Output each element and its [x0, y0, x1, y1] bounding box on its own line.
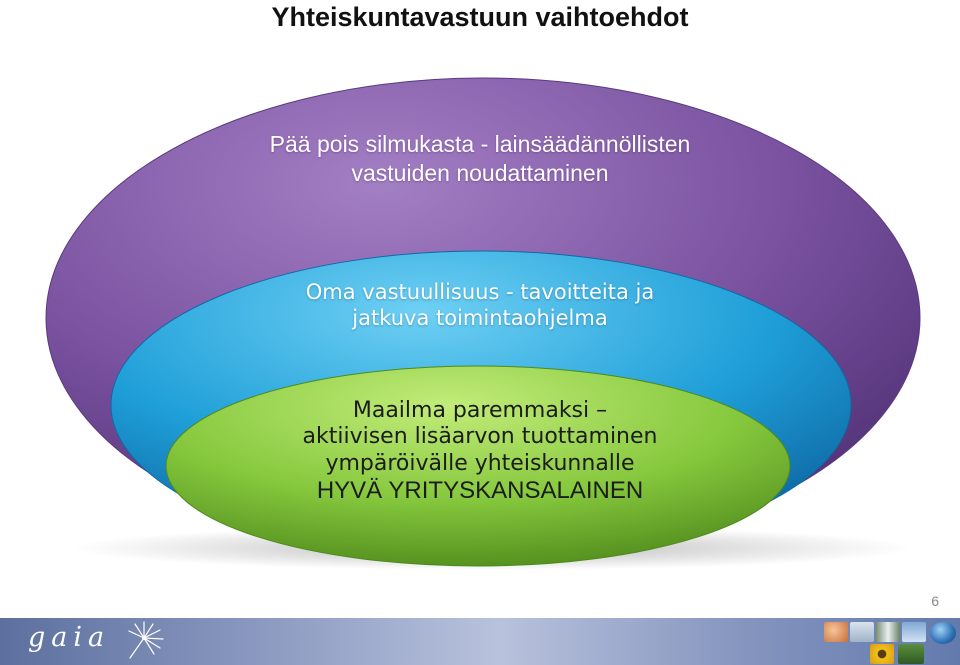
globe-photo-icon [930, 622, 956, 644]
inner-ring-line: HYVÄ YRITYSKANSALAINEN [316, 477, 644, 505]
inner-ring-line: Maailma paremmaksi – [352, 398, 608, 423]
sunflower-photo-icon [870, 644, 894, 664]
inner-ring-line: ympäröivälle yhteiskunnalle [325, 450, 635, 476]
middle-ring-line: Oma vastuullisuus - tavoitteita ja [305, 280, 655, 304]
page-number: 6 [931, 593, 939, 609]
dandelion-seed-icon [120, 618, 166, 664]
photo-thumbnail-strip [818, 620, 960, 665]
wind-turbine-photo-icon [850, 622, 874, 642]
outer-ring-line: vastuiden noudattaminen [351, 159, 609, 186]
gaia-logo-text: gaia [28, 622, 111, 653]
inner-ring-text [200, 398, 760, 506]
middle-ring-line: jatkuva toimintaohjelma [352, 306, 608, 331]
forest-photo-icon [898, 644, 924, 664]
inner-ring-line: aktiivisen lisäarvon tuottaminen [302, 424, 658, 450]
sky-photo-icon [902, 622, 926, 642]
slide-title: Yhteiskuntavastuun vaihtoehdot [271, 2, 689, 32]
middle-ring-text [200, 279, 760, 331]
outer-ring-text [160, 130, 800, 187]
bubbles-photo-icon [824, 622, 848, 642]
outer-ring-line: Pää pois silmukasta - lainsäädännöllisten [269, 131, 691, 157]
waterfall-photo-icon [876, 622, 900, 642]
